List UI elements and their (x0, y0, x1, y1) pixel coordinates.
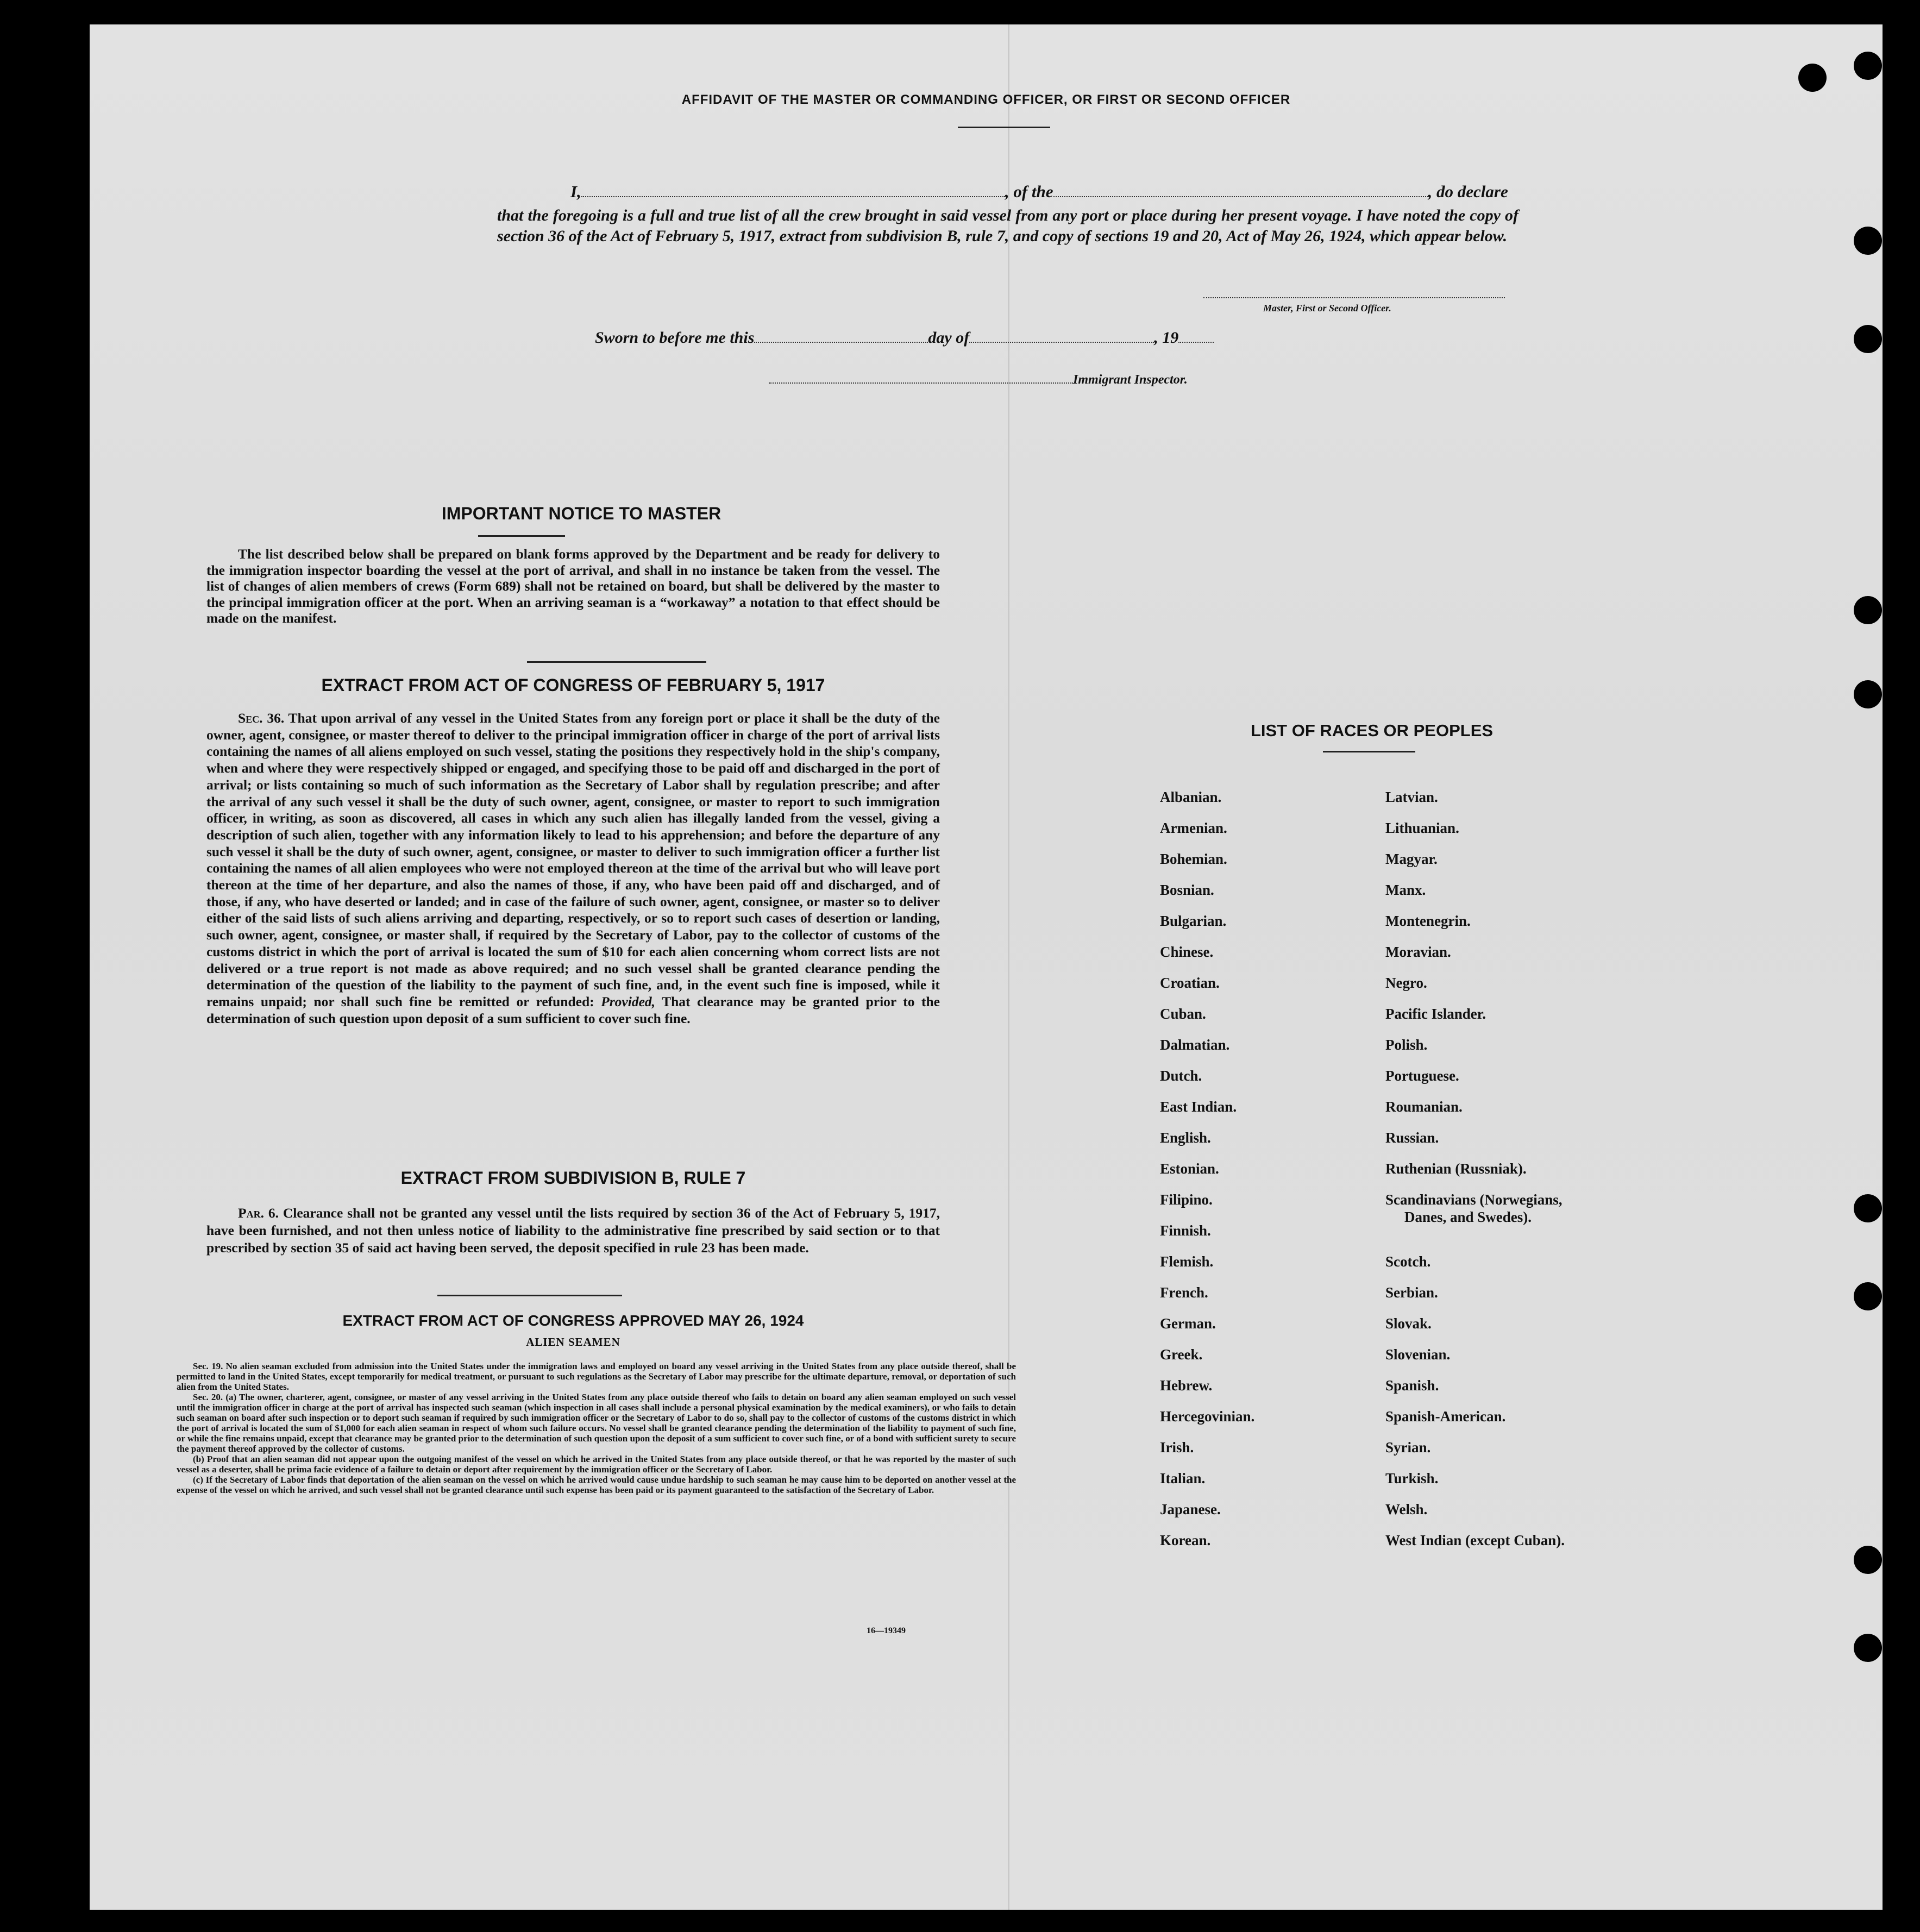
race-item: English. (1160, 1130, 1211, 1146)
race-item: Scandinavians (Norwegians, (1385, 1191, 1563, 1208)
race-item: Slovenian. (1385, 1346, 1451, 1363)
race-item: Finnish. (1160, 1222, 1211, 1239)
race-item: Latvian. (1385, 789, 1438, 805)
races-title: LIST OF RACES OR PEOPLES (1250, 721, 1494, 740)
form-number: 16—19349 (867, 1626, 906, 1635)
race-item: Armenian. (1160, 820, 1227, 836)
race-item: Estonian. (1160, 1161, 1219, 1177)
month-field[interactable] (969, 330, 1154, 343)
race-item: Irish. (1160, 1439, 1194, 1456)
do-declare-label: , do declare (1428, 182, 1508, 201)
notice-title: IMPORTANT NOTICE TO MASTER (441, 504, 721, 523)
vessel-field[interactable] (1053, 184, 1428, 197)
signature-caption: Master, First or Second Officer. (1263, 303, 1391, 313)
extract-1917-title: EXTRACT FROM ACT OF CONGRESS OF FEBRUARY 5, 1917 (321, 675, 825, 695)
race-item: Dalmatian. (1160, 1037, 1230, 1053)
race-item: Scotch. (1385, 1253, 1431, 1270)
race-item: Italian. (1160, 1470, 1206, 1486)
inspector-line (769, 371, 1188, 387)
race-item: Pacific Islander. (1385, 1006, 1486, 1022)
race-item: French. (1160, 1284, 1208, 1301)
sec-20a-text: Sec. 20. (a) The owner, charterer, agent, consignee, or master of any vessel arriving in the United States from any place outside thereof who fails to detain on board any alien seaman employed on such vessel until the immigration officer in charge at the port of arrival has inspected such seaman (which inspection in all cases shall include a personal physical examination by the medical examiners), or who fails to detain such seaman on board after such inspection or to deport such seaman if required by such immigration officer or the Secretary of Labor to do so, shall pay to the collector of customs of the customs district in which the port of arrival is located the sum of $1,000 for each alien seaman in respect of whom such failure occurs. No vessel shall be granted clearance pending the determination of the liability to payment of such fine, or while the fine remains unpaid, except that clearance may be granted prior to the determination of such question upon the deposit of a sum sufficient to cover such fine, or of a bond with sufficient surety to secure the payment thereof approved by the collector of customs. (177, 1392, 1016, 1454)
divider (958, 127, 1050, 128)
race-item: Slovak. (1385, 1315, 1432, 1332)
rule-7-title: EXTRACT FROM SUBDIVISION B, RULE 7 (400, 1168, 746, 1188)
sec-36-text: That upon arrival of any vessel in the United States from any foreign port or place it shall be the duty of the owner, agent, consignee, or master thereof to deliver to the principal immigration officer in charge of the port of arrival lists containing the names of all aliens employed on such vessel, stating the positions they respectively hold in the ship's company, when and where they were respectively shipped or engaged, and specifying those to be paid off and discharged in the port of arrival; or lists containing so much of such information as the Secretary of Labor shall by regulation prescribe; and after the arrival of any such vessel it shall be the duty of such owner, agent, consignee, or master to report to such immigration officer, in writing, as soon as discovered, all cases in which any such alien has illegally landed from the vessel, giving a description of such alien, together with any information likely to lead to his apprehension; and before the departure of any such vessel it shall be the duty of such owner, agent, consignee, or master to deliver to such immigration officer a further list containing the names of all alien employees who were not employed thereon at the time of the arrival but who will leave port thereon at the time of her departure, and also the names of those, if any, who have been paid off and discharged, and of those, if any, who have deserted or landed; and in case of the failure of such owner, agent, consignee, or master so to deliver either of the said lists of such aliens arriving and departing, respectively, or so to report such cases of desertion or landing, such owner, agent, consignee, or master shall, if required by the Secretary of Labor, pay to the collector of customs of the customs district in which the port of arrival is located the sum of $10 for each alien concerning whom correct lists are not delivered or a true report is not made as above required; and no such vessel shall be granted clearance pending the determination of the question of the liability to the payment of such fine, and, in the event such fine is imposed, while it remains unpaid; nor shall such fine be remitted or refunded: (206, 710, 940, 1009)
race-item: Serbian. (1385, 1284, 1438, 1301)
divider (1323, 751, 1415, 752)
declaration-line (524, 182, 1508, 202)
race-item: Bosnian. (1160, 882, 1214, 898)
sec-19-text: Sec. 19. No alien seaman excluded from admission into the United States under the immigration laws and employed on board any vessel arriving in the United States from any place outside thereof, shall be permitted to land in the United States, except temporarily for medical treatment, or pursuant to such regulations as the Secretary of Labor may prescribe for the ultimate departure, removal, or deportation of such alien from the United States. (177, 1361, 1016, 1392)
race-item: Bohemian. (1160, 851, 1227, 867)
divider (478, 535, 565, 537)
affidavit-body: that the foregoing is a full and true list of all the crew brought in said vessel from any port or place during her present voyage. I have noted the copy of section 36 of the Act of February 5, 1917, extract from subdivision B, rule 7, and copy of sections 19 and 20, Act of May 26, 1924, which appear below. (497, 206, 1519, 245)
sec-36-text-end: That clearance may be granted prior to the determination of such question upon deposit of a sum sufficient to cover such fine. (206, 993, 940, 1026)
rule-7-body (206, 1205, 940, 1257)
race-item: Korean. (1160, 1532, 1211, 1548)
signature-field[interactable] (1203, 285, 1505, 298)
divider (437, 1295, 622, 1296)
race-item: Ruthenian (Russniak). (1385, 1161, 1527, 1177)
race-item: Roumanian. (1385, 1099, 1463, 1115)
document-page (90, 24, 1883, 1910)
sworn-line (595, 329, 1214, 347)
par-6-text: Clearance shall not be granted any vessel until the lists required by section 36 of the Act of February 5, 1917, have been furnished, and not then unless notice of liability to the administrative fine prescribed by said section or to that prescribed by section 35 of said act having been served, the deposit specified in rule 23 has been made. (206, 1205, 940, 1256)
sec-20c-text: (c) If the Secretary of Labor finds that deportation of the alien seaman on the vessel on which he arrived would cause undue hardship to such seaman he may cause him to be deported on another vessel at the expense of the vessel on which he arrived, and such vessel shall not be granted clearance until such expense has been paid or its payment guaranteed to the satisfaction of the Secretary of Labor. (177, 1475, 1016, 1495)
race-item: Turkish. (1385, 1470, 1439, 1486)
punch-hole (1854, 1546, 1882, 1574)
inspector-caption: Immigrant Inspector. (1073, 373, 1188, 387)
punch-hole (1854, 52, 1882, 80)
race-item: Croatian. (1160, 975, 1220, 991)
race-item: Montenegrin. (1385, 913, 1471, 929)
extract-1924-title: EXTRACT FROM ACT OF CONGRESS APPROVED MAY 26, 1924 (342, 1312, 804, 1329)
alien-seamen-subtitle: ALIEN SEAMEN (526, 1335, 620, 1348)
race-item: German. (1160, 1315, 1216, 1332)
race-item: East Indian. (1160, 1099, 1237, 1115)
year-label: , 19 (1154, 329, 1179, 347)
race-item: Hebrew. (1160, 1377, 1213, 1394)
race-item: Lithuanian. (1385, 820, 1459, 836)
race-item: Manx. (1385, 882, 1426, 898)
race-item: Syrian. (1385, 1439, 1431, 1456)
race-item: Magyar. (1385, 851, 1438, 867)
extract-1924-body (177, 1361, 1016, 1495)
divider (527, 661, 706, 663)
notice-body: The list described below shall be prepared on blank forms approved by the Department and be ready for delivery to the immigration inspector boarding the vessel at the port of arrival, and shall in no instance be taken from the vessel. The list of changes of alien members of crews (Form 689) shall not be retained on board, but shall be delivered by the master to the principal immigration officer at the port. When an arriving seaman is a “workaway” a notation to that effect should be made on the manifest. (206, 546, 940, 626)
day-field[interactable] (754, 330, 928, 343)
race-item: Dutch. (1160, 1068, 1202, 1084)
race-item: Cuban. (1160, 1006, 1206, 1022)
race-item: Filipino. (1160, 1191, 1213, 1208)
sec-36-label: Sec. 36. (238, 710, 285, 726)
race-item: Albanian. (1160, 789, 1222, 805)
race-item: Spanish. (1385, 1377, 1439, 1394)
race-item: Danes, and Swedes). (1404, 1209, 1532, 1225)
extract-1917-body (206, 710, 940, 1027)
provided-label: Provided, (601, 993, 656, 1009)
punch-hole (1854, 596, 1882, 624)
race-item: Spanish-American. (1385, 1408, 1506, 1425)
punch-hole (1798, 64, 1827, 92)
punch-hole (1854, 1194, 1882, 1222)
center-fold (1008, 24, 1009, 1910)
sec-20b-text: (b) Proof that an alien seaman did not appear upon the outgoing manifest of the vessel on which he arrived in the United States from any place outside thereof, or that he was reported by the master of such vessel as a deserter, shall be prima facie evidence of a failure to detain or deport after requirement by the immigration officer or the Secretary of Labor. (177, 1454, 1016, 1475)
affidavit-title: AFFIDAVIT OF THE MASTER OR COMMANDING OFFICER, OR FIRST OR SECOND OFFICER (681, 92, 1291, 107)
race-item: Chinese. (1160, 944, 1214, 960)
race-item: Greek. (1160, 1346, 1203, 1363)
inspector-field[interactable] (769, 371, 1073, 384)
sworn-label: Sworn to before me this (595, 329, 755, 347)
race-item: Welsh. (1385, 1501, 1428, 1517)
name-field[interactable] (581, 184, 1005, 197)
par-6-label: Par. 6. (238, 1205, 279, 1221)
race-item: Japanese. (1160, 1501, 1221, 1517)
race-item: Russian. (1385, 1130, 1439, 1146)
race-item: Negro. (1385, 975, 1427, 991)
day-of-label: day of (928, 329, 970, 347)
punch-hole (1854, 325, 1882, 353)
race-item: Flemish. (1160, 1253, 1214, 1270)
race-item: Hercegovinian. (1160, 1408, 1255, 1425)
i-label: I, (570, 182, 581, 201)
of-the-label: , of the (1005, 182, 1053, 201)
punch-hole (1854, 1634, 1882, 1662)
race-item: Bulgarian. (1160, 913, 1227, 929)
punch-hole (1854, 227, 1882, 255)
race-item: Moravian. (1385, 944, 1451, 960)
year-field[interactable] (1178, 330, 1214, 343)
race-item: Portuguese. (1385, 1068, 1459, 1084)
race-item: Polish. (1385, 1037, 1428, 1053)
punch-hole (1854, 680, 1882, 708)
race-item: West Indian (except Cuban). (1385, 1532, 1565, 1548)
punch-hole (1854, 1282, 1882, 1310)
